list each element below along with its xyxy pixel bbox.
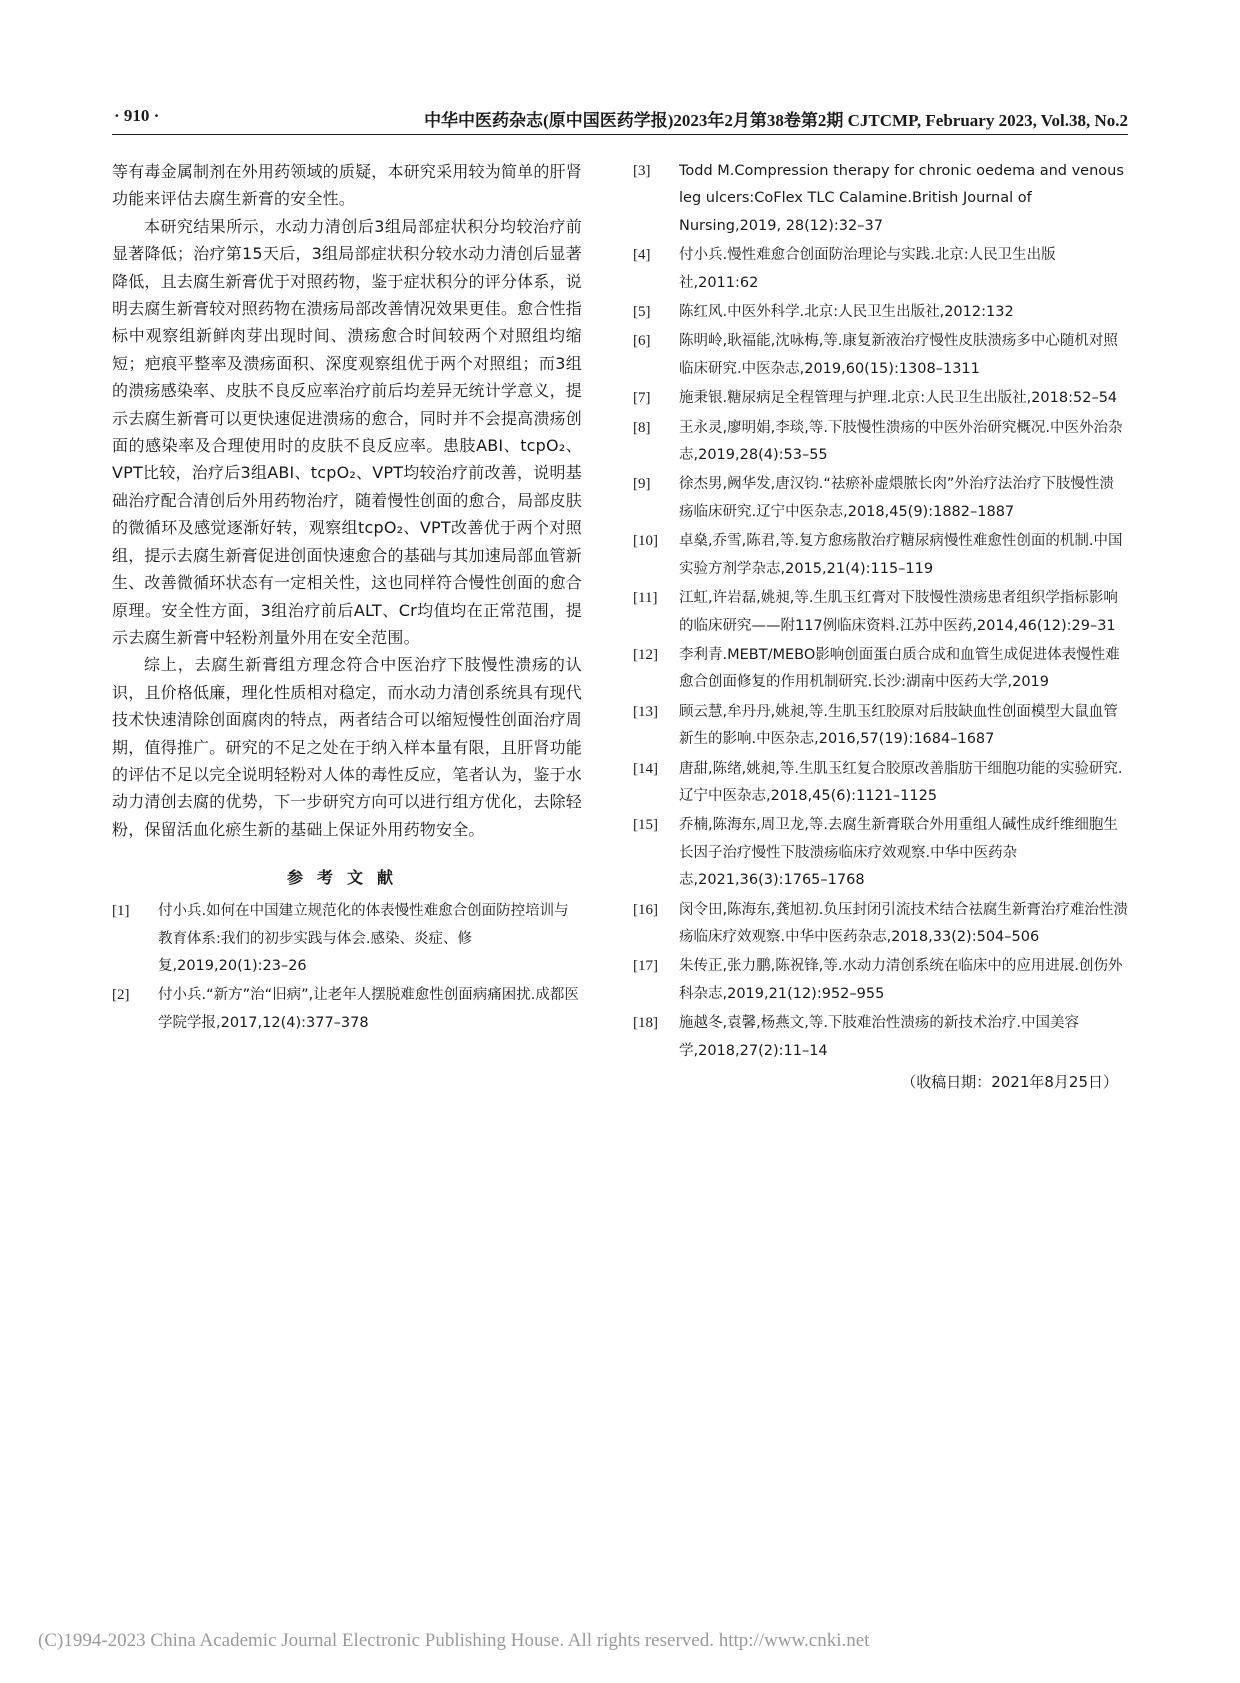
reference-text: 卓燊,乔雪,陈君,等.复方愈疡散治疗糖尿病慢性难愈性创面的机制.中国实验方剂学杂志,2015,21(4):115–119: [679, 533, 1123, 577]
body-paragraph: 本研究结果所示，水动力清创后3组局部症状积分均较治疗前显著降低；治疗第15天后，3组局部症状积分较水动力清创后显著降低，且去腐生新膏优于对照药物，鉴于症状积分的评分体系，说明去腐生新膏较对照药物在溃疡局部改善情况效果更佳。愈合性指标中观察组新鲜肉芽出现时间、溃疡愈合时间较两个对照组均缩短；疤痕平整率及溃疡面积、深度观察组优于两个对照组；而3组的溃疡感染率、皮肤不良反应率治疗前后均差异无统计学意义，提示去腐生新膏可以更快速促进溃疡的愈合，同时并不会提高溃疡创面的感染率及合理使用时的皮肤不良反应率。患肢ABI、tcpO₂、VPT比较，治疗后3组ABI、tcpO₂、VPT均较治疗前改善，说明基础治疗配合清创后外用药物治疗，随着慢性创面的愈合，局部皮肤的微循环及感觉逐渐好转，观察组tcpO₂、VPT改善优于两个对照组，提示去腐生新膏促进创面快速愈合的基础与其加速局部血管新生、改善微循环状态有一定相关性，这也同样符合慢性创面的愈合原理。安全性方面，3组治疗前后ALT、Cr均值均在正常范围，提示去腐生新膏中轻粉剂量外用在安全范围。: [112, 216, 582, 647]
reference-number: [7]: [633, 390, 651, 407]
reference-item: [633, 158, 1128, 240]
reference-text: 施越冬,袁馨,杨燕文,等.下肢难治性溃疡的新技术治疗.中国美容学,2018,27(2):11–14: [679, 1015, 1080, 1059]
reference-number: [1]: [112, 903, 130, 920]
reference-item: [633, 299, 1128, 326]
reference-number: [10]: [633, 533, 658, 550]
reference-text: 王永灵,廖明娟,李琰,等.下肢慢性溃疡的中医外治研究概况.中医外治杂志,2019,28(4):53–55: [679, 419, 1123, 464]
reference-number: [5]: [633, 304, 651, 321]
reference-number: [8]: [633, 419, 651, 436]
body-paragraph: 等有毒金属制剂在外用药领域的质疑，本研究采用较为简单的肝肾功能来评估去腐生新膏的安全性。: [112, 162, 582, 209]
reference-item: [112, 982, 582, 1037]
reference-text: 陈明岭,耿福能,沈咏梅,等.康复新液治疗慢性皮肤溃疡多中心随机对照临床研究.中医杂志,2019,60(15):1308–1311: [679, 333, 1118, 377]
journal-citation-line: 中华中医药杂志(原中国医药学报)2023年2月第38卷第2期 CJTCMP, February 2023, Vol.38, No.2: [424, 111, 1128, 130]
reference-item: [633, 242, 1128, 297]
reference-text: 顾云慧,牟丹丹,姚昶,等.生肌玉红胶原对后肢缺血性创面模型大鼠血管新生的影响.中医杂志,2016,57(19):1684–1687: [679, 703, 1118, 748]
reference-number: [16]: [633, 901, 658, 918]
reference-number: [6]: [633, 333, 651, 350]
reference-item: [633, 756, 1128, 811]
reference-text: 付小兵.“新方”治“旧病”,让老年人摆脱难愈性创面病痛困扰.成都医学院学报,2017,12(4):377–378: [158, 987, 579, 1031]
reference-item: [633, 471, 1128, 526]
reference-item: [633, 415, 1128, 470]
reference-text: 乔楠,陈海东,周卫龙,等.去腐生新膏联合外用重组人碱性成纤维细胞生长因子治疗慢性下肢溃疡临床疗效观察.中华中医药杂志,2021,36(3):1765–1768: [679, 817, 1118, 889]
right-column: [633, 158, 1128, 1092]
reference-text: Todd M.Compression therapy for chronic oedema and venous leg ulcers:CoFlex TLC Calamine.British Journal of Nursing,2019, 28(12):32–37: [679, 163, 1124, 234]
reference-item: [633, 897, 1128, 952]
page-number: · 910 ·: [114, 106, 160, 125]
reference-item: [633, 642, 1128, 697]
reference-number: [15]: [633, 817, 658, 834]
reference-item: [633, 1010, 1128, 1065]
reference-number: [2]: [112, 987, 130, 1004]
references-heading: 参考文献: [286, 868, 407, 888]
reference-number: [4]: [633, 247, 651, 264]
reference-text: 徐杰男,阙华发,唐汉钧.“祛瘀补虚煨脓长肉”外治疗法治疗下肢慢性溃疡临床研究.辽宁中医杂志,2018,45(9):1882–1887: [679, 476, 1114, 520]
body-paragraph: 综上，去腐生新膏组方理念符合中医治疗下肢慢性溃疡的认识，且价格低廉，理化性质相对稳定，而水动力清创系统具有现代技术快速清除创面腐肉的特点，两者结合可以缩短慢性创面治疗周期，值得推广。研究的不足之处在于纳入样本量有限，且肝肾功能的评估不足以完全说明轻粉对人体的毒性反应，笔者认为，鉴于水动力清创去腐的优势，下一步研究方向可以进行组方优化，去除轻粉，保留活血化瘀生新的基础上保证外用药物安全。: [112, 655, 582, 839]
left-column: [112, 158, 582, 1039]
reference-number: [13]: [633, 703, 658, 720]
reference-item: [633, 528, 1128, 583]
reference-number: [14]: [633, 760, 658, 777]
reference-item: [112, 898, 582, 980]
reference-number: [3]: [633, 163, 651, 179]
reference-text: 江虹,许岩磊,姚昶,等.生肌玉红膏对下肢慢性溃疡患者组织学指标影响的临床研究——附117例临床资料.江苏中医药,2014,46(12):29–31: [679, 590, 1118, 634]
reference-item: [633, 585, 1128, 640]
reference-number: [17]: [633, 958, 658, 975]
reference-text: 闵令田,陈海东,龚旭初.负压封闭引流技术结合祛腐生新膏治疗难治性溃疡临床疗效观察.中华中医药杂志,2018,33(2):504–506: [679, 901, 1128, 945]
reference-item: [633, 953, 1128, 1008]
reference-text: 朱传正,张力鹏,陈祝锋,等.水动力清创系统在临床中的应用进展.创伤外科杂志,2019,21(12):952–955: [679, 958, 1123, 1002]
reference-item: [633, 328, 1128, 383]
received-date: （收稿日期：2021年8月25日）: [901, 1073, 1118, 1091]
reference-text: 李利青.MEBT/MEBO影响创面蛋白质合成和血管生成促进体表慢性难愈合创面修复的作用机制研究.长沙:湖南中医药大学,2019: [679, 646, 1120, 691]
reference-item: [633, 812, 1128, 894]
copyright-footer: (C)1994-2023 China Academic Journal Electronic Publishing House. All rights reserved. http://www.cnki.net: [38, 1630, 870, 1651]
reference-item: [633, 385, 1128, 412]
reference-number: [11]: [633, 590, 658, 607]
reference-number: [12]: [633, 646, 658, 663]
reference-number: [9]: [633, 476, 651, 493]
reference-text: 陈红风.中医外科学.北京:人民卫生出版社,2012:132: [679, 304, 1014, 321]
reference-item: [633, 699, 1128, 754]
reference-number: [18]: [633, 1015, 658, 1032]
reference-text: 付小兵.慢性难愈合创面防治理论与实践.北京:人民卫生出版社,2011:62: [679, 247, 1056, 291]
reference-text: 施秉银.糖尿病足全程管理与护理.北京:人民卫生出版社,2018:52–54: [679, 390, 1118, 407]
running-header: [112, 104, 1128, 135]
reference-text: 付小兵.如何在中国建立规范化的体表慢性难愈合创面防控培训与教育体系:我们的初步实践与体会.感染、炎症、修复,2019,20(1):23–26: [158, 903, 569, 974]
reference-text: 唐甜,陈绪,姚昶,等.生肌玉红复合胶原改善脂肪干细胞功能的实验研究.辽宁中医杂志,2018,45(6):1121–1125: [679, 760, 1123, 804]
